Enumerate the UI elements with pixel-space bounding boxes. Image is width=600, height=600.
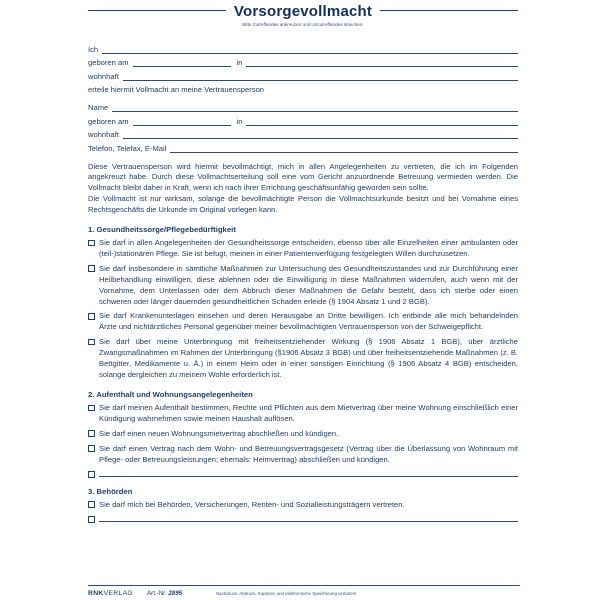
title-rule-right [380, 10, 518, 11]
agent-birthdate-input[interactable] [133, 116, 231, 126]
checkbox-label: Sie darf einen neuen Wohnungsmietvertrag abschließen und kündigen. [99, 428, 339, 438]
checkbox[interactable] [88, 265, 95, 272]
checkbox[interactable] [88, 501, 95, 508]
principal-name-input[interactable] [102, 44, 518, 54]
section-3-heading: 3. Behörden [88, 486, 133, 496]
ich-label: Ich [88, 44, 99, 54]
checkbox[interactable] [88, 240, 95, 247]
agent-birth-row [88, 112, 518, 126]
contact-label: Telefon, Telefax, E-Mail [88, 143, 167, 153]
principal-birthplace-input[interactable] [246, 57, 518, 67]
page-title: Vorsorgevollmacht [233, 3, 373, 20]
footer [88, 585, 520, 597]
section-1-heading: 1. Gesundheitssorge/Pflegebedürftigkeit [88, 225, 236, 235]
principal-address-row [88, 67, 518, 81]
custom-entry-input[interactable] [99, 469, 518, 477]
grant-statement: erteile hiermit Vollmacht an meine Vertrauensperson [88, 84, 265, 94]
footer-row [88, 590, 520, 597]
checkbox[interactable] [88, 445, 95, 452]
article-number-value: 2895 [168, 590, 183, 597]
copyright-note: Nachdruck, Abdruck, Kopieren und elektronische Speicherung verboten! [216, 591, 357, 596]
agent-geboren-am-label: geboren am [88, 116, 129, 126]
checkbox[interactable] [88, 471, 95, 478]
checkbox-item-custom [88, 514, 518, 522]
agent-contact-input[interactable] [170, 143, 518, 153]
intro-paragraph-2: Die Vollmacht ist nur wirksam, solange die bevollmächtigte Person die Vollmachtsurkunde besitzt und bei Vornahme eines Rechtsgeschäfts die Urkunde im Original vorlegen kann. [88, 194, 518, 215]
checkbox[interactable] [88, 430, 95, 437]
checkbox[interactable] [88, 339, 95, 346]
wohnhaft-label: wohnhaft [88, 71, 119, 81]
checkbox-item [88, 311, 518, 333]
geboren-am-label: geboren am [88, 58, 129, 67]
checkbox-label: Sie darf in allen Angelegenheiten der Gesundheitssorge entscheiden, ebenso über alle Einzelheiten einer ambulanten oder (teil-)stationären Pflege. Sie ist befugt, meinen in einer Patientenverfügung festgelegten Willen durchzusetzen. [99, 238, 518, 258]
checkbox-label: Sie darf über meine Unterbringung mit freiheitsentziehender Wirkung (§ 1906 Absatz 1 BGB), über ärztliche Zwangsmaßnahmen im Rahmen der Unterbringung (§1906 Absatz 3 BGB) und über freiheitsentziehende Maßnahmen (z. B. Bettgitter, Medikamente u. Ä.) in einem Heim oder in einer sonstigen Einrichtung (§ 1906 Absatz 4 BGB) entscheiden, solange dergleichen zu meinem Wohle erforderlich ist. [99, 337, 518, 379]
custom-entry-input[interactable] [99, 514, 518, 522]
publisher-logo [88, 590, 133, 597]
principal-birthdate-input[interactable] [133, 57, 231, 67]
checkbox-item [88, 238, 518, 260]
publisher-logo-bold: RNK [88, 590, 104, 597]
agent-address-row [88, 126, 518, 140]
agent-name-row [88, 99, 518, 113]
intro-paragraph-1: Diese Vertrauensperson wird hiermit bevollmächtigt, mich in allen Angelegenheiten zu vertreten, die ich im Folgenden angekreuzt habe. Durch diese Vollmachtserteilung soll eine vom Gericht anzuordnende Betreuung vermieden werden. Die Vollmacht bleibt daher in Kraft, wenn ich nach ihrer Errichtung geschäftsunfähig geworden sein sollte. [88, 161, 518, 193]
name-label: Name [88, 103, 109, 112]
checkbox-item [88, 500, 518, 511]
checkbox[interactable] [88, 313, 95, 320]
checkbox-label: Sie darf Krankenunterlagen einsehen und deren Herausgabe an Dritte bewilligen. Ich entbinde alle mich behandelnden Ärzte und nichtärztliches Personal gegenüber meiner bevollmächtigten Vertrauensperson von der Schweigepflicht. [99, 311, 518, 332]
checkbox[interactable] [88, 516, 95, 523]
checkbox[interactable] [88, 405, 95, 412]
form-instruction: Bitte Zutreffendes ankreuzen und Unzutreffendes streichen. [242, 22, 364, 27]
checkbox-item [88, 403, 518, 425]
principal-name-row [88, 40, 518, 54]
article-number-label: Art.-Nr. [147, 590, 167, 597]
checkbox-label: Sie darf insbesondere in sämtliche Maßnahmen zur Untersuchung des Gesundheitszustandes und zur Durchführung einer Heilbehandlung einwilligen, diese ablehnen oder die Einwilligung in diese Maßnahmen widerrufen, auch wenn mit der Vornahme, dem Unterlassen oder dem Abbruch dieser Maßnahmen die Gefahr besteht, dass ich sterbe oder einen schweren oder länger dauernden gesundheitlichen Schaden erleide (§ 1904 Absatz 1 und 2 BGB). [99, 263, 518, 306]
agent-name-input[interactable] [112, 102, 518, 112]
agent-in-label: in [236, 116, 243, 126]
section-2-heading: 2. Aufenthalt und Wohnungsangelegenheiten [88, 389, 253, 399]
checkbox-label: Sie darf mich bei Behörden, Versicherungen, Renten- und Sozialleistungsträgern vertreten. [99, 499, 405, 509]
title-rule-left [88, 10, 226, 11]
principal-birth-row [88, 54, 518, 68]
footer-rule [88, 585, 520, 586]
checkbox-item [88, 429, 518, 440]
checkbox-label: Sie darf meinen Aufenthalt bestimmen, Rechte und Pflichten aus dem Mietvertrag über meine Wohnung einschließlich einer Kündigung wahrnehmen sowie meinen Haushalt auflösen. [99, 402, 518, 423]
principal-fields [88, 40, 518, 94]
principal-address-input[interactable] [123, 71, 518, 81]
checkbox-item [88, 264, 518, 308]
in-label: in [236, 58, 243, 67]
checkbox-label: Sie darf einen Vertrag nach dem Wohn- und Betreuungsvertragsgesetz (Vertrag über die Überlassung von Wohnraum mit Pflege- oder Betreuungsleistungen; ehemals: Heimvertrag) abschließen und kündigen. [99, 443, 518, 464]
checkbox-item [88, 337, 518, 381]
agent-address-input[interactable] [123, 129, 518, 139]
article-number [147, 590, 182, 597]
checkbox-item-custom [88, 469, 518, 477]
agent-birthplace-input[interactable] [246, 116, 518, 126]
form-header [88, 3, 518, 20]
agent-fields [88, 99, 518, 153]
agent-wohnhaft-label: wohnhaft [88, 130, 119, 139]
checkbox-item [88, 444, 518, 466]
agent-contact-row [88, 139, 518, 153]
publisher-logo-rest: VERLAG [103, 590, 134, 597]
